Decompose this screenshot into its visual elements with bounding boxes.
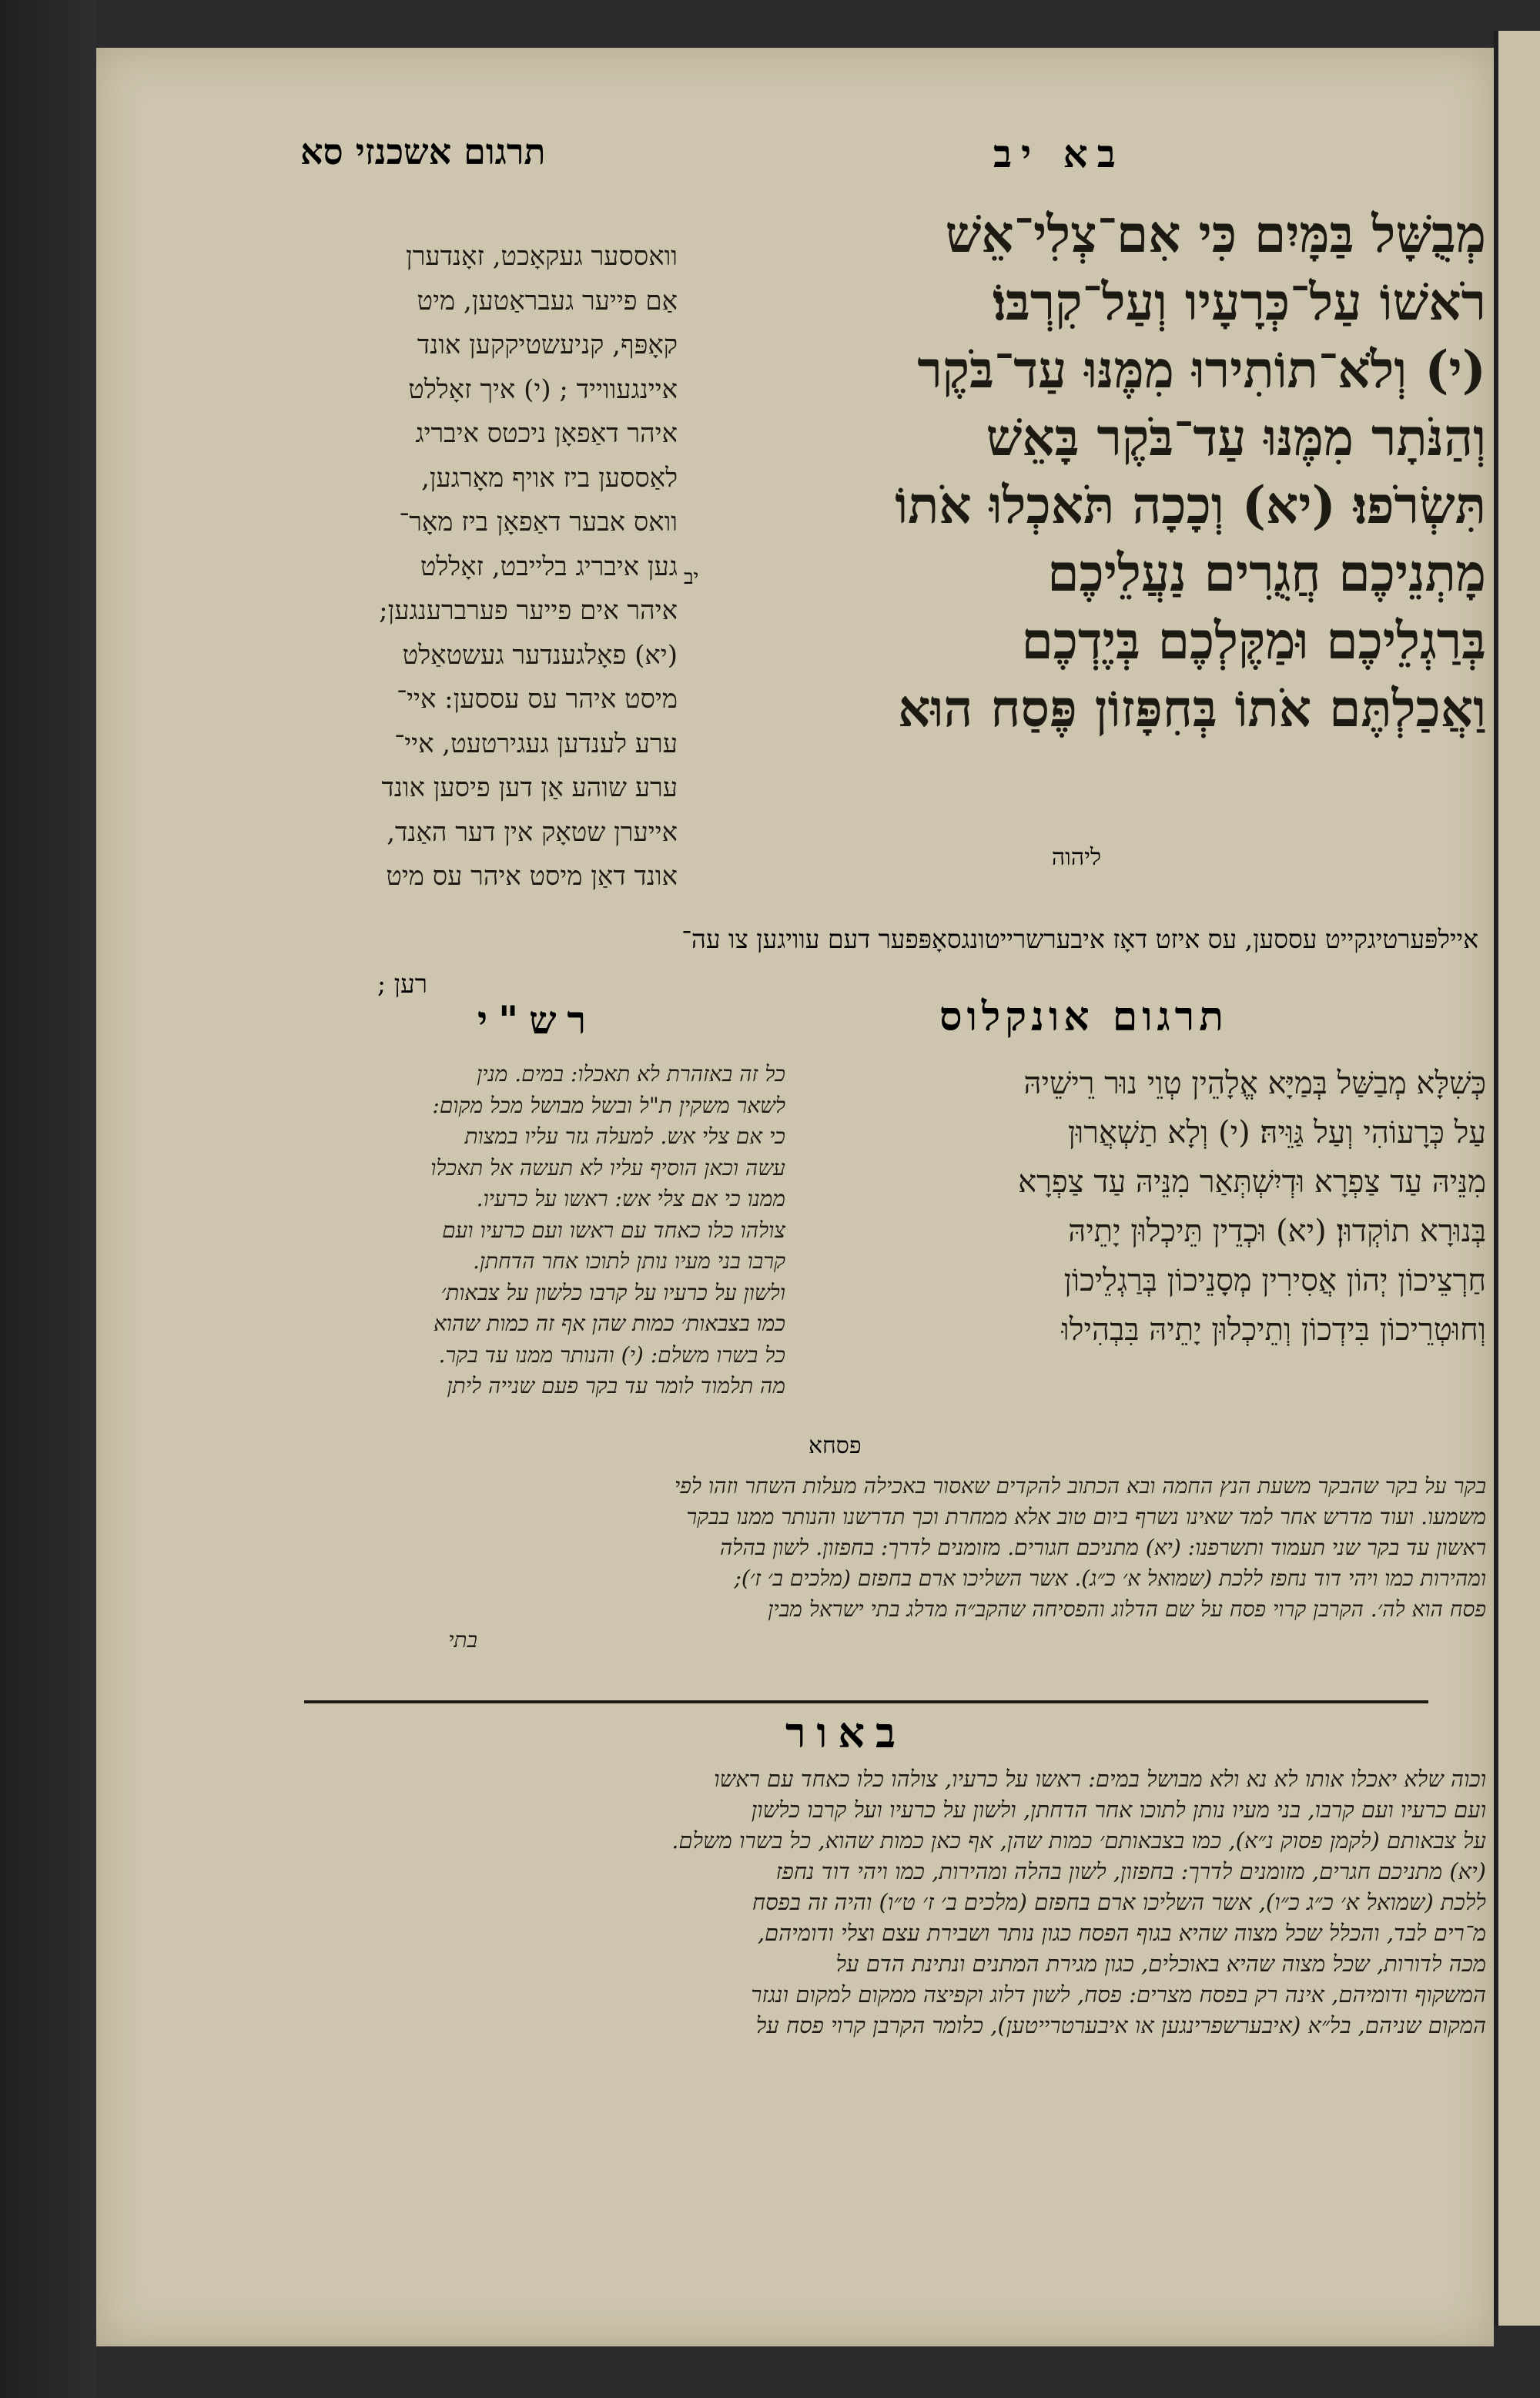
onkelos-continuation-word: פסחא bbox=[808, 1432, 862, 1459]
beur-line: (יא) מתניכם חגרים, מזומנים לדרך: בחפזון, לשון בהלה ומהירות, כמו ויהי דוד נחפז bbox=[775, 1858, 1486, 1884]
verse-line: רֹאשׁוֹ עַל־כְּרָעָיו וְעַל־קִרְבּוֹ׃ bbox=[993, 272, 1486, 332]
translation-line: (יא) פאָלגענדער געשטאַלט bbox=[402, 639, 678, 671]
rashi-heading: רש"י bbox=[477, 997, 598, 1043]
onkelos-heading: תרגום אונקלוס bbox=[939, 993, 1228, 1040]
running-header-right: בא יב bbox=[993, 131, 1125, 176]
rashi-line: מה תלמוד לומר עד בקר פעם שנייה ליתן bbox=[447, 1373, 785, 1398]
beur-line: מ־רים לבד, והכלל שכל מצוה שהיא בגוף הפסח כגון נותר ושבירת עצם וצלי ודומיהם, bbox=[757, 1920, 1486, 1946]
verse-column bbox=[678, 200, 1486, 878]
translation-line: ערע לענדען געגירטעט, איי־ bbox=[394, 728, 678, 759]
onkelos-line: כְּשִׁלָּא מְבַשַּׁל בְּמַיָּא אֱלָהֵין טְוֵי נוּר רֵישֵׁיהּ bbox=[1023, 1066, 1486, 1101]
beur-line: ללכת (שמואל א׳ כ״ג כ״ו), אשר השליכו ארם בחפזם (מלכים ב׳ ז׳ ט״ו) והיה זה בפסח bbox=[752, 1889, 1486, 1915]
running-header-left: תרגום אשכנזי סא bbox=[300, 131, 546, 172]
verse-line: מְבֻשָּׁל בַּמָּיִם כִּי אִם־צְלִי־אֵשׁ bbox=[945, 204, 1486, 264]
beur-line: המשקוף ודומיהם, אינה רק בפסח מצרים: פסח, לשון דלוג וקפיצה ממקום למקום ונגזר bbox=[751, 1981, 1486, 2008]
translation-line: מיסט איהר עס עססען: איי־ bbox=[397, 684, 678, 715]
rashi-line: בקר על בקר שהבקר משעת הנץ החמה ובא הכתוב להקדים שאסור באכילה מעלות השחר וזהו לפי bbox=[674, 1473, 1486, 1499]
rashi-line: ממנו כי אם צלי אש: ראשו על כרעיו. bbox=[476, 1186, 785, 1211]
rashi-line: עשה וכאן הוסיף עליו לא תעשה אל תאכלו bbox=[430, 1154, 785, 1181]
beur-heading: באור bbox=[785, 1708, 907, 1757]
verse-line: וְהַנֹּתָר מִמֶּנּוּ עַד־בֹּקֶר בָּאֵשׁ bbox=[986, 407, 1486, 467]
rashi-line: כל בשרו משלם: (י) והנותר ממנו עד בקר. bbox=[438, 1341, 785, 1368]
verse-line: מָתְנֵיכֶם חֲגֻרִים נַעֲלֵיכֶם bbox=[1047, 543, 1486, 603]
section-divider bbox=[304, 1700, 1428, 1703]
translation-line: אייערן שטאָק אין דער האַנד, bbox=[387, 816, 678, 848]
translation-line: ערע שוהע אַן דען פיסען אונד bbox=[381, 772, 678, 803]
verse-line: וַאֲכַלְתֶּם אֹתוֹ בְּחִפָּזוֹן פֶּסַח הוּא bbox=[898, 678, 1486, 738]
beur-line: ועם כרעיו ועם קרבו, בני מעיו נותן לתוכו אחר הדחתן, ולשון על כרעיו ועל קרבו כלשון bbox=[751, 1797, 1486, 1823]
verse-line: בְּרַגְלֵיכֶם וּמַקֶּלְכֶם בְּיֶדְכֶם bbox=[1021, 611, 1486, 671]
translation-line: וואס אבער דאַפאָן ביז מאָר־ bbox=[399, 507, 678, 538]
beur-line: וכוה שלא יאכלו אותו לא נא ולא מבושל במים: ראשו על כרעיו, צולהו כלו כאחד עם ראשו bbox=[714, 1766, 1486, 1792]
onkelos-line: עַל כְּרָעוֹהִי וְעַל גַּוֵּיהּ׃ (י) וְלָא תַשְׁאֲרוּן bbox=[1067, 1115, 1486, 1150]
translation-line: איהר אים פייער פערברענגען; bbox=[379, 595, 678, 626]
beur-line: המקום שניהם, בל״א (איבערשפרינגען או איבערטרייטען), כלומר הקרבן קרוי פסח על bbox=[755, 2012, 1486, 2038]
beur-line: על צבאותם (לקמן פסוק נ״א), כמו בצבאותם׳ כמות שהן, אף כאן כמות שהוא, כל בשרו משלם. bbox=[671, 1827, 1486, 1854]
rashi-catchword: בתי bbox=[448, 1627, 477, 1653]
rashi-line: פסח הוא לה׳. הקרבן קרוי פסח על שם הדלוג והפסיחה שהקב״ה מדלג בתי ישראל מבין bbox=[768, 1596, 1486, 1622]
translation-line: לאַססען ביז אויף מאָרגען, bbox=[421, 462, 678, 494]
translation-continuation-end: רען ; bbox=[377, 969, 427, 999]
translation-continuation-line: איילפּערטיגקייט עססען, עס איזט דאָז איבערשרייטונגסאָפּפער דעם עוויגען צו עה־ bbox=[681, 924, 1478, 954]
beur-line: מכה לדורות, שכל מצוה שהיא באוכלים, כגון מגירת המתנים ונתינת הדם על bbox=[835, 1951, 1486, 1977]
rashi-line: קרבו בני מעיו נותן לתוכו אחר הדחתן. bbox=[472, 1248, 785, 1274]
verse-continuation-word: ליהוה bbox=[1051, 844, 1101, 871]
translation-line: איהר דאַפאָן ניכטס איבריג bbox=[415, 418, 678, 449]
translation-line: קאָפּף, קניעשטיקקען אונד bbox=[417, 330, 678, 360]
onkelos-line: מִנֵּיהּ עַד צַפְרָא וּדְיִשְׁתְּאַר מִנֵּיהּ עַד צַפְרָא bbox=[1018, 1164, 1486, 1200]
rashi-line: ולשון על כרעיו על קרבו כלשון על צבאות׳ bbox=[440, 1279, 785, 1305]
onkelos-line: וְחוּטְרֵיכוֹן בִּידְכוֹן וְתֵיכְלוּן יָתֵיהּ בִּבְהִילוּ bbox=[1061, 1312, 1486, 1348]
rashi-line: כל זה באזהרת לא תאכלו: במים. מנין bbox=[477, 1061, 785, 1087]
verse-number-marker: יב bbox=[684, 566, 699, 589]
rashi-line: משמעו. ועוד מדרש אחר למד שאינו נשרף ביום טוב אלא ממחרת וכך תדרשנו והנותר ממנו בבקר bbox=[686, 1504, 1486, 1529]
rashi-line: לשאר משקין ת"ל ובשל מבושל מכל מקום: bbox=[432, 1092, 785, 1118]
translation-line: גען איבריג בלייבט, זאָללט bbox=[420, 551, 678, 582]
verse-line: (י) וְלֹא־תוֹתִירוּ מִמֶּנּוּ עַד־בֹּקֶר bbox=[917, 340, 1486, 400]
book-spine bbox=[0, 0, 96, 2398]
rashi-line: ומהירות כמו ויהי דוד נחפז ללכת (שמואל א׳ כ״ג). אשר השליכו ארם בחפזם (מלכים ב׳ ז׳); bbox=[734, 1566, 1486, 1591]
onkelos-line: בְּנוּרָא תוֹקְדוּן׃ (יא) וּכְדֵין תֵּיכְלוּן יָתֵיהּ bbox=[1068, 1214, 1486, 1249]
translation-line: איינגעווייד ; (י) איך זאָללט bbox=[408, 373, 678, 405]
rashi-line: צולהו כלו כאחד עם ראשו ועם כרעיו ועם bbox=[442, 1217, 785, 1243]
rashi-line: ראשון עד בקר שני תעמוד ותשרפנו: (יא) מתניכם חגורים. מזומנים לדרך: בחפזון. לשון בהלה bbox=[719, 1535, 1486, 1560]
rashi-line: כי אם צלי אש. למעלה גזר עליו במצות bbox=[464, 1124, 785, 1149]
translation-line: אונד דאַן מיסט איהר עס מיט bbox=[386, 861, 678, 892]
onkelos-line: חַרְצֵיכוֹן יְהוֹן אֲסִירִין מְסָנֵיכוֹן בְּרַגְלֵיכוֹן bbox=[1063, 1263, 1486, 1298]
rashi-line: כמו בצבאות׳ כמות שהן אף זה כמות שהוא bbox=[433, 1311, 785, 1336]
next-page-edge bbox=[1494, 31, 1540, 2326]
translation-line: וואססער געקאָכט, זאָנדערן bbox=[406, 241, 678, 272]
verse-line: תִּשְׂרֹפוּ׃ (יא) וְכָכָה תֹּאכְלוּ אֹתוֹ bbox=[895, 475, 1486, 535]
translation-line: אַם פייער געבראַטען, מיט bbox=[417, 285, 678, 316]
